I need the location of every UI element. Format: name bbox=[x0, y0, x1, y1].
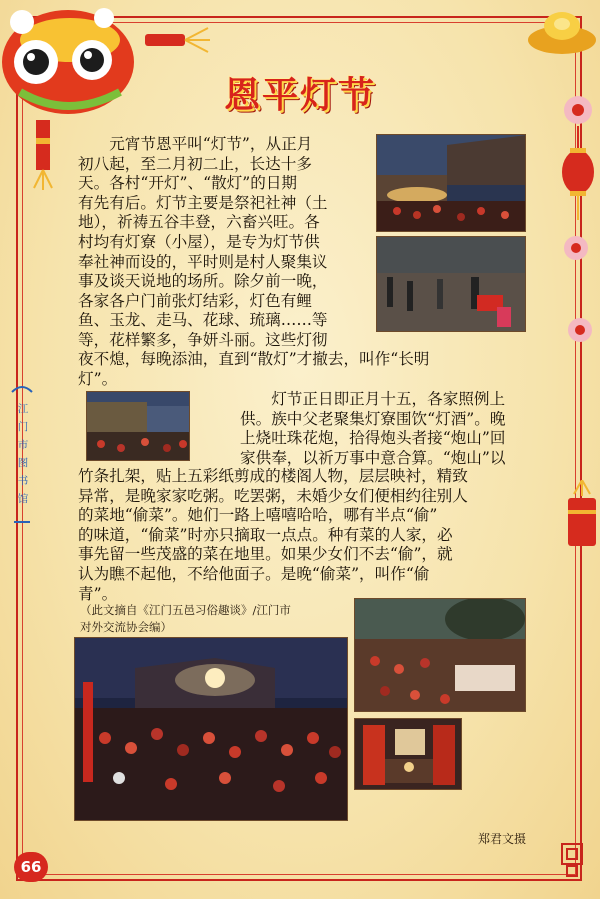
red-envelope-decoration bbox=[562, 480, 600, 560]
paragraph-2: 灯节正日即正月十五，各家照例上 供。族中父老聚集灯寮围饮“灯酒”。晚 上烧吐珠花炮，拾得炮头者接“炮山”回 家供奉，以祈万事中意合算。“炮山”以 bbox=[240, 390, 506, 467]
photo-shrine-interior bbox=[354, 718, 462, 790]
paragraph-1-tail: 夜不熄，每晚添油，直到“散灯”才撤去，叫作“长明 灯”。 bbox=[78, 350, 430, 388]
gold-ingot-decoration bbox=[520, 0, 600, 60]
source-caption: （此文摘自《江门五邑习俗趣谈》/江门市 对外交流协会编） bbox=[80, 603, 291, 634]
library-sidebar-text: 江 门 市 图 书 馆 bbox=[17, 403, 29, 505]
page-number: 66 bbox=[14, 852, 48, 882]
photo-village-gathering bbox=[86, 391, 190, 461]
photo-night-crowd-fireworks bbox=[74, 637, 348, 821]
article-title: 恩平灯节 bbox=[223, 74, 376, 116]
photo-credit: 郑君文摄 bbox=[478, 832, 527, 846]
photo-procession-crowd bbox=[376, 236, 526, 332]
photo-lantern-street-night bbox=[376, 134, 526, 232]
paragraph-1: 元宵节恩平叫“灯节”，从正月 初八起，至二月初二止，长达十多 天。各村“开灯”、“散灯”的日期 有先有后。灯节主要是祭祀社神（土 地），祈祷五谷丰登，六畜兴旺。各 村均有灯寮（小屋），是专为灯节供 奉社神而设的，平时则是村人聚集议 事及谈天说地的场所。除夕前一晚， 各家各户门前张灯结彩，灯色有鲤 鱼、玉龙、走马、花球、琉璃……等 等，花样繁多，争妍斗丽。这些灯彻 bbox=[78, 135, 328, 349]
lion-head-decoration bbox=[0, 0, 150, 140]
corner-knot-ornament bbox=[560, 842, 584, 866]
paragraph-2-tail: 竹条扎架，贴上五彩纸剪成的楼阁人物，层层映衬，精致 异常，是晚家家吃粥。吃罢粥，未婚少女们便相约往别人 的菜地“偷菜”。她们一路上嘻嘻哈哈，哪有半点“偷” 的味道，“偷菜”时亦只摘取一点点。种有菜的人家，必 事先留一些茂盛的菜在地里。如果少女们不去“偷”，就 认为瞧不起他，不给他面子。是晚“偷菜”，叫作“偷 青”。 bbox=[78, 467, 468, 603]
corner-ornament bbox=[566, 865, 578, 877]
photo-temple-worship bbox=[354, 598, 526, 712]
lantern-decoration bbox=[556, 90, 600, 370]
sparkler-decoration bbox=[140, 20, 210, 60]
firecracker-decoration bbox=[24, 120, 64, 190]
